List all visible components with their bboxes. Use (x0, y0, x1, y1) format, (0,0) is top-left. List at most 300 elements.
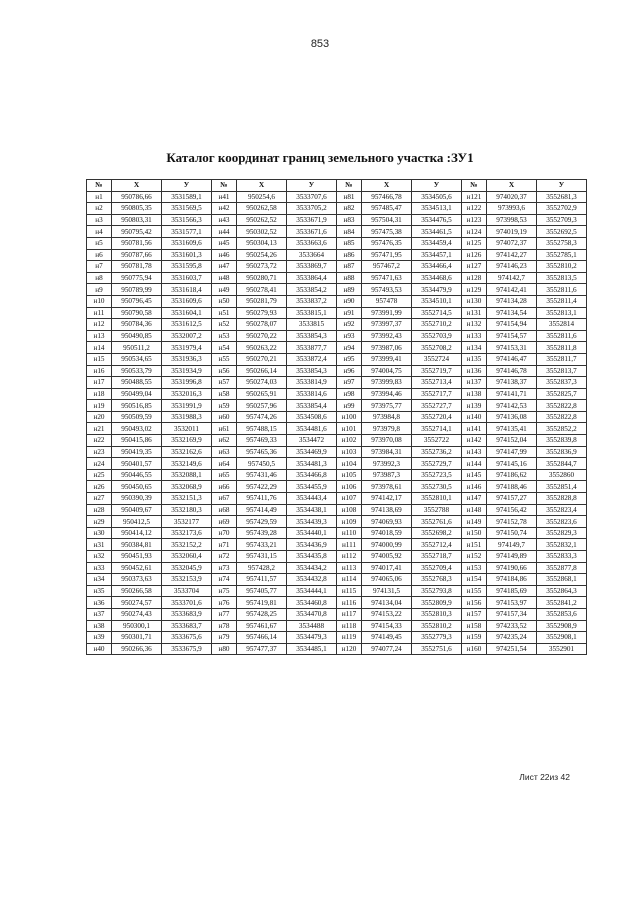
table-cell: н99 (337, 400, 362, 412)
table-cell: н11 (87, 307, 112, 319)
table-cell: н115 (337, 585, 362, 597)
table-cell: 3533704 (162, 585, 212, 597)
table-cell: 950254,26 (237, 249, 287, 261)
table-cell: 3534459,4 (412, 237, 462, 249)
table-cell: 3534470,8 (287, 608, 337, 620)
table-cell: 974150,74 (487, 527, 537, 539)
table-cell: 3533815 (287, 319, 337, 331)
table-cell: 3532007,2 (162, 330, 212, 342)
table-cell: 974185,69 (487, 585, 537, 597)
table-cell: 3552860 (537, 469, 587, 481)
table-cell: 3552833,3 (537, 551, 587, 563)
table-row (87, 620, 587, 632)
table-cell: 950787,66 (112, 249, 162, 261)
table-row (87, 214, 587, 226)
table-cell: 3552908,1 (537, 632, 587, 644)
table-cell: н62 (212, 435, 237, 447)
table-cell: н98 (337, 388, 362, 400)
table-cell: н151 (462, 539, 487, 551)
table-cell: 974146,23 (487, 261, 537, 273)
table-cell: 974017,41 (362, 562, 412, 574)
table-cell: н103 (337, 446, 362, 458)
table-cell: 950499,04 (112, 388, 162, 400)
table-cell: 3534434,2 (287, 562, 337, 574)
table-cell: н126 (462, 249, 487, 261)
table-cell: н47 (212, 261, 237, 273)
table-cell: 950790,58 (112, 307, 162, 319)
table-cell: н33 (87, 562, 112, 574)
table-cell: 950409,67 (112, 504, 162, 516)
table-cell: 3531934,9 (162, 365, 212, 377)
table-cell: 974000,99 (362, 539, 412, 551)
table-cell: 973975,77 (362, 400, 412, 412)
table-cell: н100 (337, 411, 362, 423)
table-cell: 974018,59 (362, 527, 412, 539)
table-row (87, 400, 587, 412)
table-cell: н58 (212, 388, 237, 400)
table-cell: 974134,28 (487, 295, 537, 307)
table-cell: 3533683,7 (162, 620, 212, 632)
table-cell: 950488,55 (112, 377, 162, 389)
column-header: У (162, 180, 212, 192)
table-row (87, 377, 587, 389)
table-cell: 950280,71 (237, 272, 287, 284)
table-cell: 3534438,1 (287, 504, 337, 516)
table-cell: 957461,67 (237, 620, 287, 632)
table-cell: 3533663,6 (287, 237, 337, 249)
table-cell: н28 (87, 504, 112, 516)
table-cell: 974077,24 (362, 643, 412, 655)
table-cell: 973979,8 (362, 423, 412, 435)
table-cell: н66 (212, 481, 237, 493)
table-cell: н147 (462, 493, 487, 505)
table-row (87, 284, 587, 296)
table-cell: н63 (212, 446, 237, 458)
table-cell: 950373,63 (112, 574, 162, 586)
table-cell: н158 (462, 620, 487, 632)
table-cell: н14 (87, 342, 112, 354)
table-cell: 3552813,5 (537, 272, 587, 284)
table-cell: н93 (337, 330, 362, 342)
table-cell: 3534435,8 (287, 551, 337, 563)
table-cell: 3531589,1 (162, 191, 212, 203)
column-header: У (412, 180, 462, 192)
table-row (87, 597, 587, 609)
table-cell: н130 (462, 295, 487, 307)
table-cell: 3533671,6 (287, 226, 337, 238)
table-cell: 957476,35 (362, 237, 412, 249)
table-cell: 957439,28 (237, 527, 287, 539)
table-cell: 950301,71 (112, 632, 162, 644)
table-cell: н142 (462, 435, 487, 447)
table-cell: н54 (212, 342, 237, 354)
table-cell: 3531979,4 (162, 342, 212, 354)
table-row (87, 516, 587, 528)
table-cell: 950451,93 (112, 551, 162, 563)
table-cell: н75 (212, 585, 237, 597)
table-cell: 974142,53 (487, 400, 537, 412)
table-cell: 973997,37 (362, 319, 412, 331)
table-cell: 957471,63 (362, 272, 412, 284)
table-row (87, 608, 587, 620)
table-cell: 950450,65 (112, 481, 162, 493)
table-row (87, 353, 587, 365)
table-cell: 950796,45 (112, 295, 162, 307)
table-cell: 3552841,2 (537, 597, 587, 609)
table-cell: 3533854,3 (287, 330, 337, 342)
table-cell: н55 (212, 353, 237, 365)
table-cell: н22 (87, 435, 112, 447)
table-cell: 3533664 (287, 249, 337, 261)
table-cell: н56 (212, 365, 237, 377)
table-cell: 3532016,3 (162, 388, 212, 400)
table-cell: 973993,6 (487, 203, 537, 215)
table-cell: н7 (87, 261, 112, 273)
table-cell: 957411,57 (237, 574, 287, 586)
table-cell: 974134,54 (487, 307, 537, 319)
table-cell: 957433,21 (237, 539, 287, 551)
table-cell: н144 (462, 458, 487, 470)
table-cell: н24 (87, 458, 112, 470)
table-cell: 3534472 (287, 435, 337, 447)
table-cell: 950266,58 (112, 585, 162, 597)
table-cell: 974186,62 (487, 469, 537, 481)
table-cell: н30 (87, 527, 112, 539)
table-cell: 957467,2 (362, 261, 412, 273)
table-cell: 3552810,2 (412, 620, 462, 632)
table-cell: 3552713,4 (412, 377, 462, 389)
table-cell: н81 (337, 191, 362, 203)
table-cell: 973992,43 (362, 330, 412, 342)
table-cell: 974146,78 (487, 365, 537, 377)
table-cell: 950254,6 (237, 191, 287, 203)
table-cell: н139 (462, 400, 487, 412)
table-cell: 950415,86 (112, 435, 162, 447)
table-cell: н145 (462, 469, 487, 481)
table-cell: 3552809,9 (412, 597, 462, 609)
table-cell: 3552761,6 (412, 516, 462, 528)
table-cell: 3552717,7 (412, 388, 462, 400)
table-cell: 3552811,8 (537, 342, 587, 354)
table-cell: 3531612,5 (162, 319, 212, 331)
table-cell: 3532152,2 (162, 539, 212, 551)
table-cell: 3531988,3 (162, 411, 212, 423)
table-cell: н135 (462, 353, 487, 365)
table-cell: 974145,16 (487, 458, 537, 470)
table-cell: 950516,85 (112, 400, 162, 412)
table-cell: н59 (212, 400, 237, 412)
table-row (87, 330, 587, 342)
table-cell: н106 (337, 481, 362, 493)
table-cell: н36 (87, 597, 112, 609)
table-row (87, 574, 587, 586)
table-cell: 3552823,6 (537, 516, 587, 528)
table-cell: н127 (462, 261, 487, 273)
table-cell: н149 (462, 516, 487, 528)
table-row (87, 481, 587, 493)
table-cell: н25 (87, 469, 112, 481)
table-cell: 950266,36 (112, 643, 162, 655)
table-cell: н51 (212, 307, 237, 319)
table-cell: 3552825,7 (537, 388, 587, 400)
table-cell: н23 (87, 446, 112, 458)
table-row (87, 446, 587, 458)
table-cell: н153 (462, 562, 487, 574)
table-cell: н20 (87, 411, 112, 423)
table-cell: 3552851,4 (537, 481, 587, 493)
table-cell: 957429,59 (237, 516, 287, 528)
table-cell: н138 (462, 388, 487, 400)
table-cell: н146 (462, 481, 487, 493)
table-cell: 974149,89 (487, 551, 537, 563)
table-cell: 3552768,3 (412, 574, 462, 586)
table-cell: н57 (212, 377, 237, 389)
table-row (87, 411, 587, 423)
table-cell: 974157,34 (487, 608, 537, 620)
table-cell: н44 (212, 226, 237, 238)
table-cell: 3531601,3 (162, 249, 212, 261)
table-row (87, 435, 587, 447)
table-cell: н159 (462, 632, 487, 644)
table-cell: н156 (462, 597, 487, 609)
table-cell: 3534479,9 (412, 284, 462, 296)
table-cell: 957414,49 (237, 504, 287, 516)
table-cell: 3552708,2 (412, 342, 462, 354)
table-cell: н119 (337, 632, 362, 644)
table-cell: 3534505,6 (412, 191, 462, 203)
table-cell: н105 (337, 469, 362, 481)
table-cell: 957485,47 (362, 203, 412, 215)
table-cell: 3552720,4 (412, 411, 462, 423)
table-cell: 973987,06 (362, 342, 412, 354)
table-cell: 950533,79 (112, 365, 162, 377)
table-cell: 3533854,4 (287, 400, 337, 412)
table-cell: 3534436,9 (287, 539, 337, 551)
table-cell: н129 (462, 284, 487, 296)
table-cell: 950270,21 (237, 353, 287, 365)
coordinates-table (86, 179, 587, 655)
table-cell: 973984,31 (362, 446, 412, 458)
table-cell: 3552793,8 (412, 585, 462, 597)
table-cell: н111 (337, 539, 362, 551)
table-cell: 950412,5 (112, 516, 162, 528)
table-cell: 3532045,9 (162, 562, 212, 574)
table-cell: 3531996,8 (162, 377, 212, 389)
table-cell: 3532180,3 (162, 504, 212, 516)
table-row (87, 203, 587, 215)
table-cell: 3534455,9 (287, 481, 337, 493)
table-cell: 974147,99 (487, 446, 537, 458)
table-cell: 957477,37 (237, 643, 287, 655)
table-cell: 3531595,8 (162, 261, 212, 273)
table-cell: 3532162,6 (162, 446, 212, 458)
table-cell: 950257,96 (237, 400, 287, 412)
table-cell: 973984,8 (362, 411, 412, 423)
table-cell: 3552837,3 (537, 377, 587, 389)
table-cell: н71 (212, 539, 237, 551)
table-cell: н108 (337, 504, 362, 516)
table-cell: н29 (87, 516, 112, 528)
table-cell: 974156,42 (487, 504, 537, 516)
table-cell: 3532153,9 (162, 574, 212, 586)
table-cell: 973999,83 (362, 377, 412, 389)
table-cell: 950781,56 (112, 237, 162, 249)
table-cell: н96 (337, 365, 362, 377)
table-row (87, 226, 587, 238)
table-cell: 3533705,2 (287, 203, 337, 215)
table-cell: н43 (212, 214, 237, 226)
column-header: № (87, 180, 112, 192)
table-cell: 957431,46 (237, 469, 287, 481)
table-cell: 973998,53 (487, 214, 537, 226)
table-cell: 3552736,2 (412, 446, 462, 458)
table-row (87, 423, 587, 435)
table-cell: н86 (337, 249, 362, 261)
table-cell: н45 (212, 237, 237, 249)
table-cell: 950511,2 (112, 342, 162, 354)
table-cell: 974154,33 (362, 620, 412, 632)
table-cell: н68 (212, 504, 237, 516)
table-cell: н4 (87, 226, 112, 238)
table-cell: 973987,3 (362, 469, 412, 481)
table-cell: н35 (87, 585, 112, 597)
table-cell: 974134,04 (362, 597, 412, 609)
table-cell: н60 (212, 411, 237, 423)
table-cell: 974153,97 (487, 597, 537, 609)
table-cell: 3552718,7 (412, 551, 462, 563)
table-cell: 974153,22 (362, 608, 412, 620)
table-cell: н52 (212, 319, 237, 331)
table-cell: 3552811,7 (537, 353, 587, 365)
table-cell: н112 (337, 551, 362, 563)
table-cell: 3533869,7 (287, 261, 337, 273)
table-cell: 3552710,2 (412, 319, 462, 331)
table-cell: 3532151,3 (162, 493, 212, 505)
table-cell: 3534457,1 (412, 249, 462, 261)
table-cell: 3552810,2 (537, 261, 587, 273)
table-cell: н3 (87, 214, 112, 226)
table-body (87, 191, 587, 655)
table-cell: 3552814 (537, 319, 587, 331)
table-cell: н41 (212, 191, 237, 203)
table-cell: 3552829,3 (537, 527, 587, 539)
table-cell: 950509,59 (112, 411, 162, 423)
table-cell: 3531604,1 (162, 307, 212, 319)
table-cell: 974141,71 (487, 388, 537, 400)
table-cell: н10 (87, 295, 112, 307)
table-cell: 950270,22 (237, 330, 287, 342)
table-cell: 974188,46 (487, 481, 537, 493)
table-row (87, 319, 587, 331)
table-row (87, 261, 587, 273)
table-cell: 3552853,6 (537, 608, 587, 620)
table-cell: н72 (212, 551, 237, 563)
table-cell: н148 (462, 504, 487, 516)
table-row (87, 527, 587, 539)
table-cell: 3552839,8 (537, 435, 587, 447)
table-cell: н114 (337, 574, 362, 586)
table-cell: 957471,95 (362, 249, 412, 261)
table-cell: н73 (212, 562, 237, 574)
table-cell: н76 (212, 597, 237, 609)
table-cell: 974005,92 (362, 551, 412, 563)
table-cell: 3534476,5 (412, 214, 462, 226)
table-cell: н152 (462, 551, 487, 563)
table-row (87, 493, 587, 505)
table-cell: н2 (87, 203, 112, 215)
table-cell: 3533854,2 (287, 284, 337, 296)
table-cell: 3534440,1 (287, 527, 337, 539)
table-cell: 3533671,9 (287, 214, 337, 226)
table-cell: 950274,03 (237, 377, 287, 389)
table-row (87, 237, 587, 249)
table-row (87, 272, 587, 284)
table-cell: 3552811,4 (537, 295, 587, 307)
table-cell: 957428,2 (237, 562, 287, 574)
table-cell: 957419,81 (237, 597, 287, 609)
table-cell: 974190,66 (487, 562, 537, 574)
table-cell: 3552810,1 (412, 493, 462, 505)
sheet-label: Лист 22из 42 (519, 772, 570, 782)
table-cell: 3552719,7 (412, 365, 462, 377)
table-cell: 3534488 (287, 620, 337, 632)
table-cell: 3532169,9 (162, 435, 212, 447)
table-cell: 3534466,4 (412, 261, 462, 273)
table-row (87, 585, 587, 597)
table-cell: 973994,46 (362, 388, 412, 400)
table-cell: 950781,78 (112, 261, 162, 273)
table-cell: 974142,41 (487, 284, 537, 296)
table-cell: 3534481,3 (287, 458, 337, 470)
table-cell: 3531577,1 (162, 226, 212, 238)
table-row (87, 295, 587, 307)
table-cell: 974152,04 (487, 435, 537, 447)
table-cell: н116 (337, 597, 362, 609)
table-cell: н91 (337, 307, 362, 319)
table-cell: н102 (337, 435, 362, 447)
table-cell: 3534513,1 (412, 203, 462, 215)
table-cell: 3552822,8 (537, 411, 587, 423)
table-cell: 974131,5 (362, 585, 412, 597)
table-cell: 950390,39 (112, 493, 162, 505)
table-cell: 3531936,3 (162, 353, 212, 365)
table-cell: 950534,65 (112, 353, 162, 365)
table-cell: н5 (87, 237, 112, 249)
table-cell: 3533837,2 (287, 295, 337, 307)
table-cell: 950789,99 (112, 284, 162, 296)
table-cell: 3534461,5 (412, 226, 462, 238)
table-cell: н88 (337, 272, 362, 284)
table-cell: 974154,57 (487, 330, 537, 342)
table-cell: н109 (337, 516, 362, 528)
table-cell: н140 (462, 411, 487, 423)
table-cell: 957493,53 (362, 284, 412, 296)
table-cell: 3531618,4 (162, 284, 212, 296)
table-cell: н133 (462, 330, 487, 342)
table-cell: н121 (462, 191, 487, 203)
table-cell: н74 (212, 574, 237, 586)
table-header-row (87, 180, 587, 192)
table-cell: 950805,35 (112, 203, 162, 215)
table-cell: 3532088,1 (162, 469, 212, 481)
table-cell: н49 (212, 284, 237, 296)
table-cell: н157 (462, 608, 487, 620)
column-header: № (337, 180, 362, 192)
table-row (87, 562, 587, 574)
table-cell: 3552832,1 (537, 539, 587, 551)
table-cell: 974233,52 (487, 620, 537, 632)
column-header: У (287, 180, 337, 192)
